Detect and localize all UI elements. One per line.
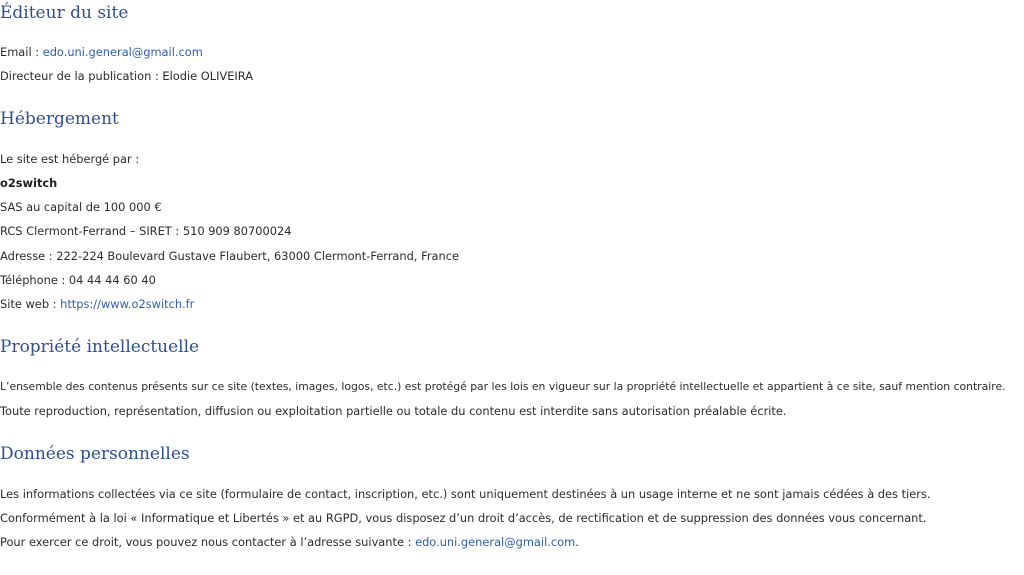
editeur-email-link[interactable]: edo.uni.general@gmail.com [42,45,203,59]
hebergement-heading: Hébergement [0,109,119,129]
editeur-heading: Éditeur du site [0,3,129,23]
donnees-email-link[interactable]: edo.uni.general@gmail.com [415,535,576,549]
host-website-link[interactable]: https://www.o2switch.fr [60,297,195,311]
contact-end: . [575,535,579,549]
donnees-paragraph-2: Conformément à la loi « Informatique et Libertés » et au RGPD, vous disposez d’un droit d’accès, de rectification et de suppression des données vous concernant. [0,511,927,525]
donnees-paragraph-1: Les informations collectées via ce site (formulaire de contact, inscription, etc.) sont uniquement destinées à un usage interne et ne sont jamais cédées à des tiers. [0,487,931,501]
host-website-line [0,296,194,312]
host-phone: Téléphone : 04 44 44 60 40 [0,273,156,287]
email-label: Email : [0,45,43,59]
propriete-paragraph-1: L’ensemble des contenus présents sur ce site (textes, images, logos, etc.) est protégé par les lois en vigueur sur la propriété intellectuelle et appartient à ce site, sauf mention contraire. [0,380,1006,393]
editeur-email-line [0,44,203,60]
director-line: Directeur de la publication : Elodie OLIVEIRA [0,69,254,83]
contact-label: Pour exercer ce droit, vous pouvez nous contacter à l’adresse suivante : [0,535,416,549]
website-label: Site web : [0,297,61,311]
host-capital: SAS au capital de 100 000 € [0,200,162,214]
host-company-name: o2switch [0,176,58,190]
host-company [0,175,57,191]
donnees-paragraph-3 [0,534,579,550]
propriete-paragraph-2: Toute reproduction, représentation, diffusion ou exploitation partielle ou totale du contenu est interdite sans autorisation préalable écrite. [0,404,787,418]
donnees-heading: Données personnelles [0,444,190,464]
propriete-heading: Propriété intellectuelle [0,337,200,357]
host-address: Adresse : 222-224 Boulevard Gustave Flaubert, 63000 Clermont-Ferrand, France [0,249,459,263]
host-intro: Le site est hébergé par : [0,152,140,166]
host-rcs: RCS Clermont-Ferrand – SIRET : 510 909 80700024 [0,224,292,238]
